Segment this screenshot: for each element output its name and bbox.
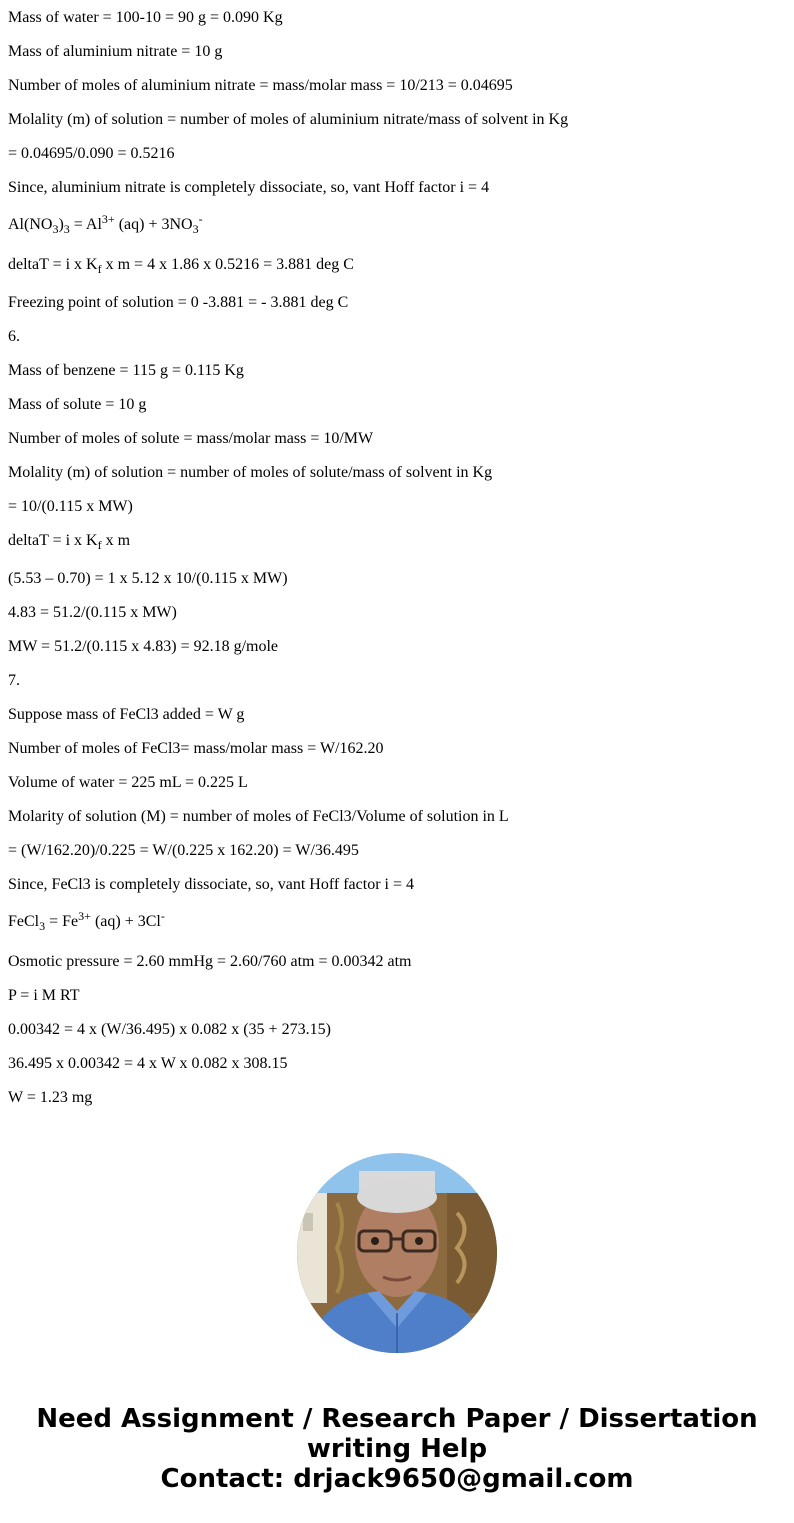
text-line: MW = 51.2/(0.115 x 4.83) = 92.18 g/mole (8, 638, 279, 655)
text-line: W = 1.23 mg (8, 1089, 93, 1106)
question-number: 6. (8, 328, 20, 345)
text-line: Since, aluminium nitrate is completely dissociate, so, vant Hoff factor i = 4 (8, 179, 490, 196)
author-portrait-image (297, 1153, 497, 1353)
text-line: = 0.04695/0.090 = 0.5216 (8, 145, 175, 162)
footer-line-1: Need Assignment / Research Paper / Dissertation (36, 1404, 758, 1434)
text-line: (5.53 – 0.70) = 1 x 5.12 x 10/(0.115 x MW) (8, 570, 288, 587)
text-line: Mass of benzene = 115 g = 0.115 Kg (8, 362, 244, 379)
text-line: Since, FeCl3 is completely dissociate, so, vant Hoff factor i = 4 (8, 876, 414, 893)
text-line: 0.00342 = 4 x (W/36.495) x 0.082 x (35 + 273.15) (8, 1021, 331, 1038)
text-line: Molarity of solution (M) = number of moles of FeCl3/Volume of solution in L (8, 808, 509, 825)
text-line: Molality (m) of solution = number of moles of aluminium nitrate/mass of solvent in Kg (8, 111, 569, 128)
question-number: 7. (8, 672, 20, 689)
freezing-point-equation: deltaT = i x $K_f$ x m = 4 x 1.86 x 0.5216 = 3.881 deg C (8, 256, 354, 276)
text-line: Mass of solute = 10 g (8, 396, 147, 413)
text-line: Mass of aluminium nitrate = 10 g (8, 43, 223, 60)
freezing-point-formula: deltaT = i x $K_f$ x m (8, 532, 131, 552)
footer-contact-line: Contact: drjack9650@gmail.com (160, 1464, 634, 1494)
text-line: Molality (m) of solution = number of moles of solute/mass of solvent in Kg (8, 464, 493, 481)
text-line: = 10/(0.115 x MW) (8, 498, 133, 515)
text-line: 36.495 x 0.00342 = 4 x W x 0.082 x 308.15 (8, 1055, 288, 1072)
text-line: 4.83 = 51.2/(0.115 x MW) (8, 604, 177, 621)
text-line: Freezing point of solution = 0 -3.881 = - 3.881 deg C (8, 294, 349, 311)
text-line: Number of moles of FeCl3= mass/molar mass = W/162.20 (8, 740, 384, 757)
chemical-equation-aluminium-nitrate: $Al(NO_3)_3 = Al^{3+}$ $(aq) + 3NO_3^-$ (8, 212, 203, 236)
text-line: P = i M RT (8, 987, 80, 1004)
text-line: Number of moles of aluminium nitrate = mass/molar mass = 10/213 = 0.04695 (8, 77, 513, 94)
advertisement-footer (0, 1404, 794, 1494)
text-line: Suppose mass of FeCl3 added = W g (8, 706, 245, 723)
author-avatar (297, 1153, 497, 1353)
text-line: Mass of water = 100-10 = 90 g = 0.090 Kg (8, 9, 283, 26)
chemical-equation-ferric-chloride: FeCl$_3$ = $Fe^{3+}$ (aq) + 3Cl- (8, 909, 165, 933)
text-line: = (W/162.20)/0.225 = W/(0.225 x 162.20) = W/36.495 (8, 842, 359, 859)
text-line: Number of moles of solute = mass/molar mass = 10/MW (8, 430, 374, 447)
footer-line-2: writing Help (306, 1434, 488, 1464)
text-line: Volume of water = 225 mL = 0.225 L (8, 774, 248, 791)
text-line: Osmotic pressure = 2.60 mmHg = 2.60/760 atm = 0.00342 atm (8, 953, 412, 970)
